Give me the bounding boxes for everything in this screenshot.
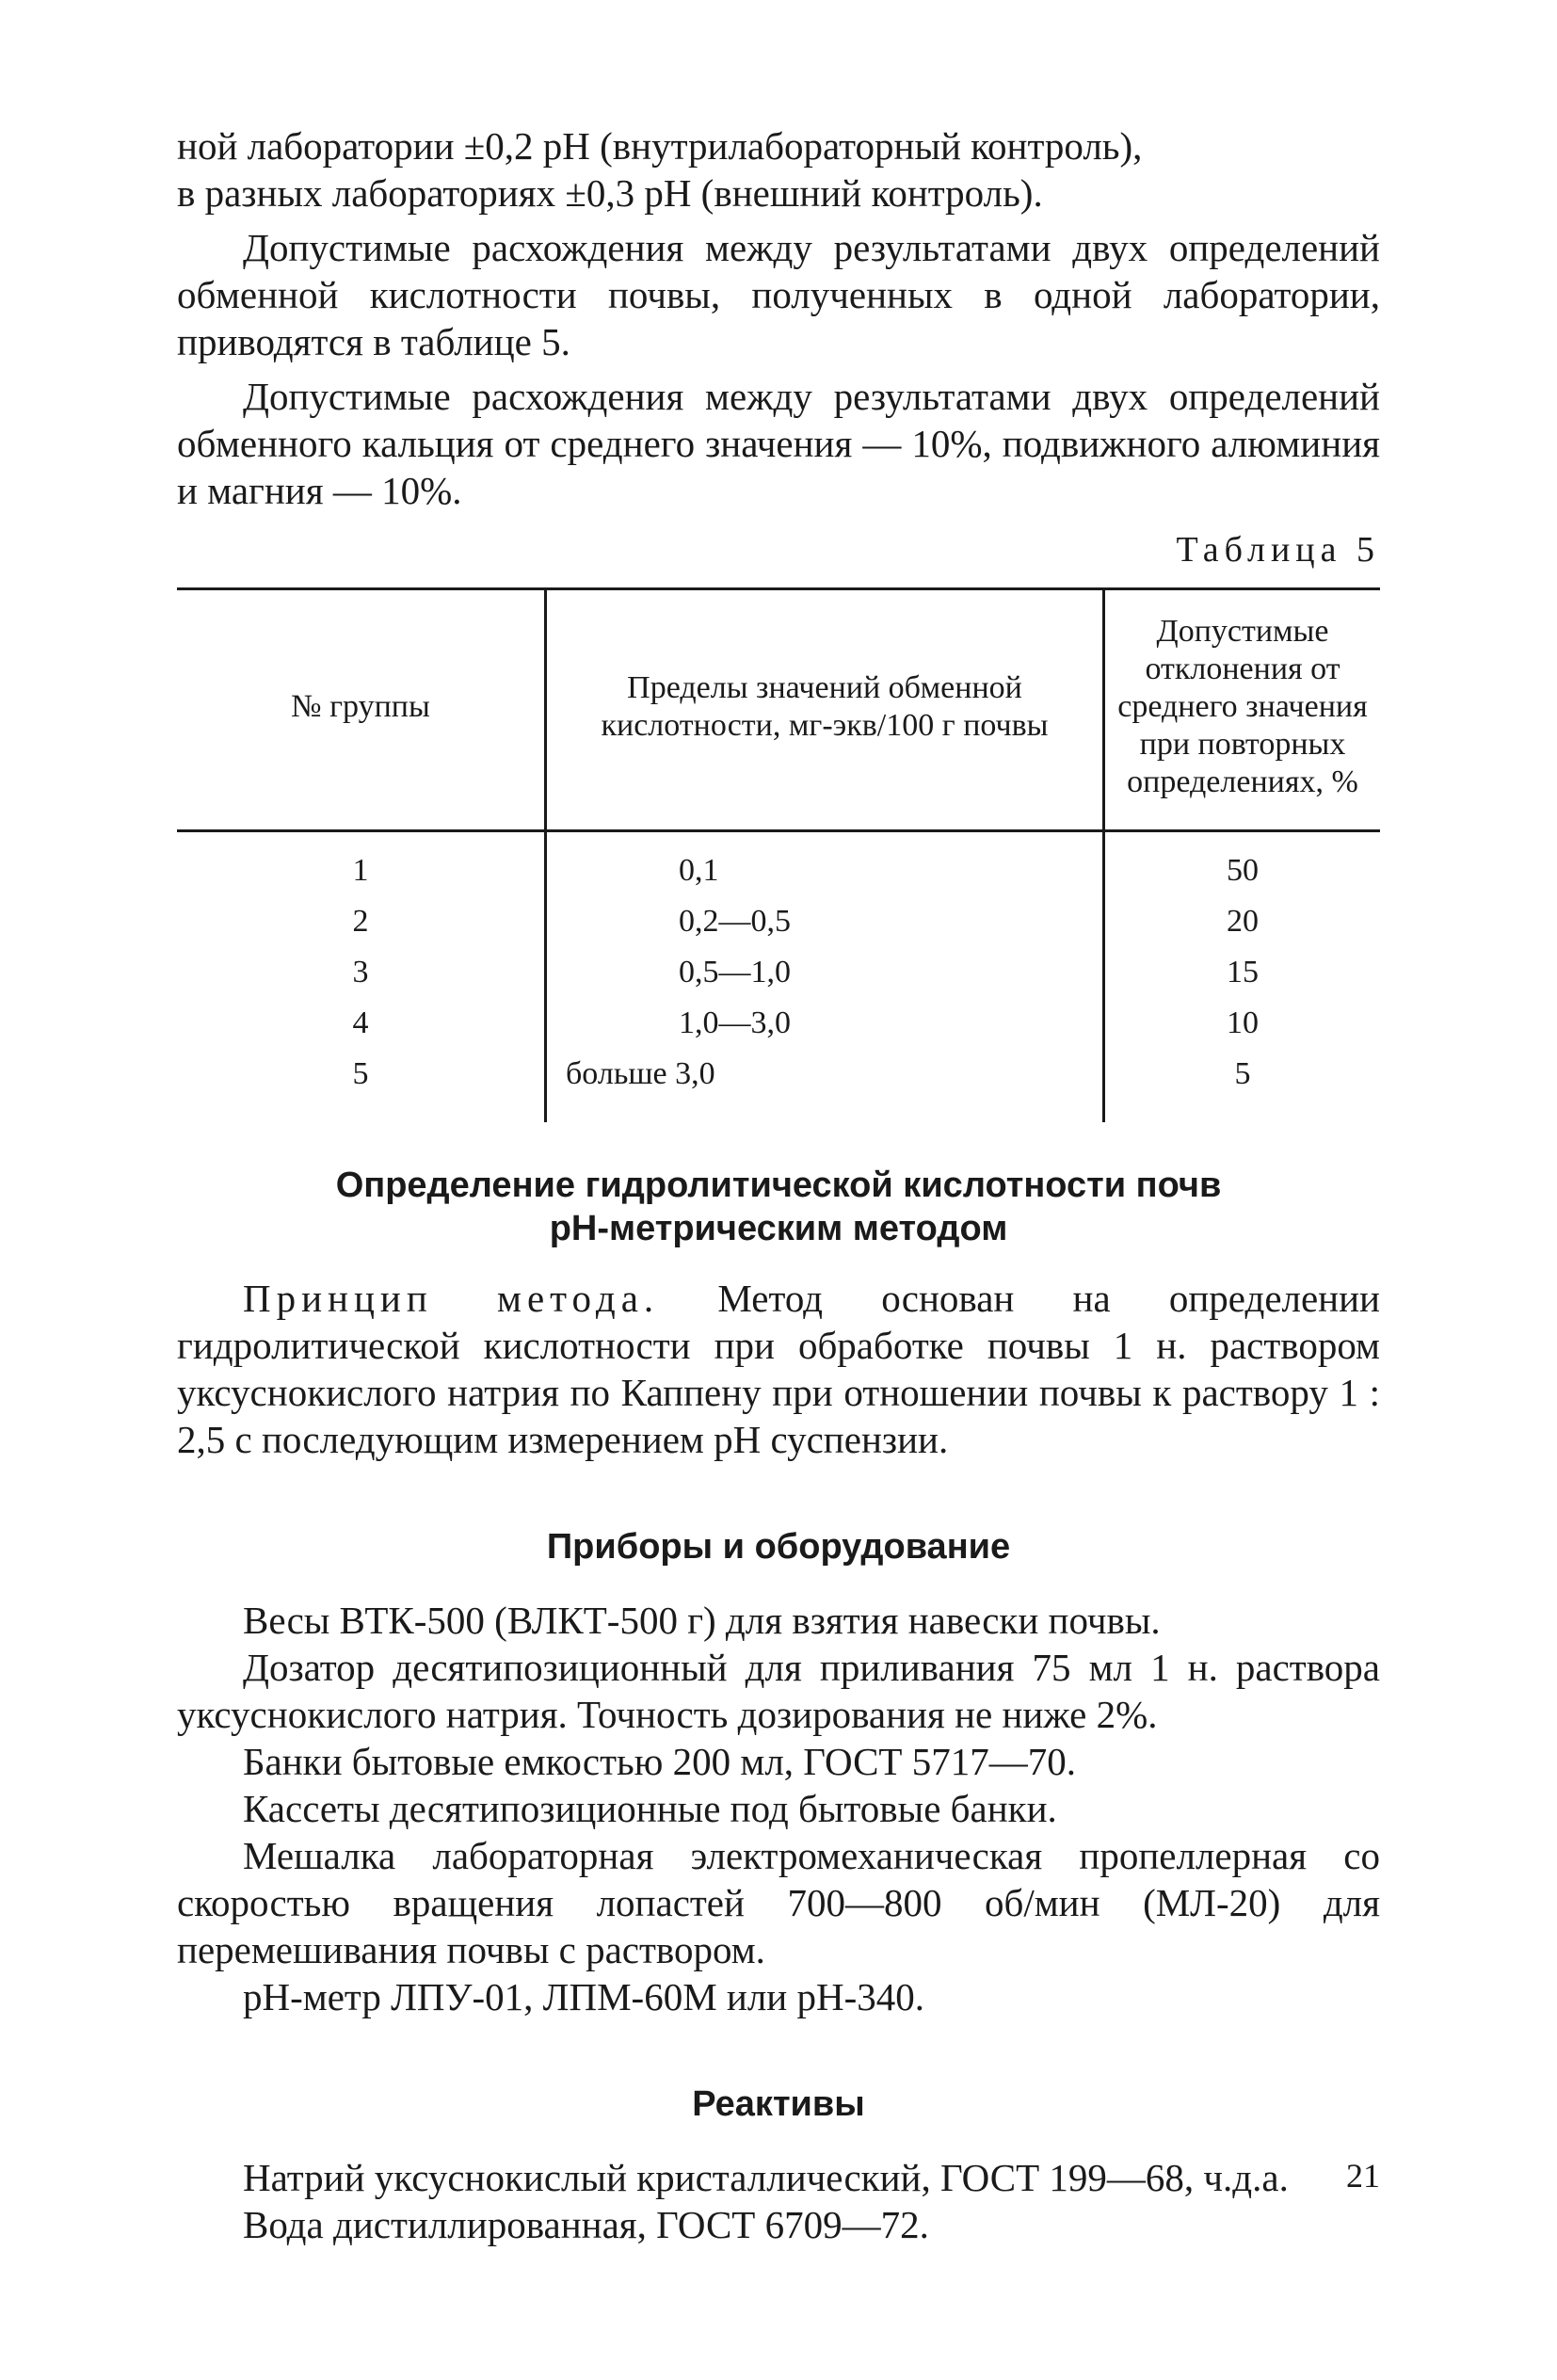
- principle-label: Принцип метода.: [243, 1277, 660, 1320]
- header-allowed-deviation: Допустимые отклонения от среднего значения при повторных определениях, %: [1104, 589, 1381, 831]
- method-principle-paragraph: [177, 1275, 1380, 1463]
- section-title-equipment: Приборы и оборудование: [546, 1527, 1011, 1567]
- table-row: [177, 947, 1380, 998]
- table-row: [177, 1049, 1380, 1122]
- cell-group: 2: [177, 896, 546, 947]
- cell-group: 4: [177, 998, 546, 1049]
- cell-range: 0,1: [546, 831, 1104, 897]
- section-title-line-1: Определение гидролитической кислотности почв: [335, 1166, 1222, 1205]
- intro-paragraph-3: Допустимые расхождения между результатами двух определений обменного кальция от среднего значения — 10%, подвижного алюминия и магния — 10%.: [177, 375, 1380, 512]
- cell-range: 0,5—1,0: [546, 947, 1104, 998]
- section-title-line-2: pH-метрическим методом: [549, 1209, 1008, 1248]
- table-row: [177, 998, 1380, 1049]
- section-title-hydrolytic: [177, 1164, 1380, 1250]
- intro-line-2: в разных лабораториях ±0,3 pH (внешний контроль).: [177, 171, 1043, 215]
- page-number: 21: [1346, 2157, 1380, 2195]
- table-caption: Таблица 5: [1176, 530, 1380, 570]
- cell-range: 1,0—3,0: [546, 998, 1104, 1049]
- cell-group: 3: [177, 947, 546, 998]
- cell-range: 0,2—0,5: [546, 896, 1104, 947]
- cell-deviation: 10: [1227, 1005, 1259, 1040]
- equipment-item: Мешалка лабораторная электромеханическая пропеллерная со скоростью вращения лопастей 700—800 об/мин (МЛ-20) для перемешивания почвы с раствором.: [177, 1834, 1380, 1971]
- equipment-item: Весы ВТК-500 (ВЛКТ-500 г) для взятия навески почвы.: [243, 1599, 1161, 1642]
- principle-text: Метод основан на определении гидролитической кислотности при обработке почвы 1 н. раствором уксуснокислого натрия по Каппену при отношении почвы к раствору 1 : 2,5 с последующим измерением pH суспензии.: [177, 1277, 1380, 1461]
- equipment-item: Кассеты десятипозиционные под бытовые банки.: [243, 1787, 1057, 1830]
- header-acidity-range: Пределы значений обменной кислотности, мг-экв/100 г почвы: [546, 589, 1104, 831]
- table-row: [177, 896, 1380, 947]
- intro-line-1: ной лаборатории ±0,2 pH (внутрилабораторный контроль),: [177, 124, 1143, 168]
- equipment-item: Дозатор десятипозиционный для приливания 75 мл 1 н. раствора уксуснокислого натрия. Точность дозирования не ниже 2%.: [177, 1646, 1380, 1736]
- cell-deviation: 5: [1234, 1056, 1251, 1091]
- reagent-item: Вода дистиллированная, ГОСТ 6709—72.: [243, 2203, 929, 2246]
- equipment-item: pH-метр ЛПУ-01, ЛПМ-60М или pH-340.: [243, 1975, 925, 2018]
- cell-deviation: 15: [1227, 955, 1259, 989]
- cell-deviation: 20: [1227, 904, 1259, 939]
- intro-paragraph-2: Допустимые расхождения между результатами двух определений обменной кислотности почвы, полученных в одной лаборатории, приводятся в таблице 5.: [177, 226, 1380, 363]
- equipment-item: Банки бытовые емкостью 200 мл, ГОСТ 5717—70.: [243, 1740, 1076, 1783]
- section-title-reagents: Реактивы: [692, 2084, 865, 2124]
- table-row: [177, 831, 1380, 897]
- table-header-row: [177, 589, 1380, 831]
- header-group-number: № группы: [177, 589, 546, 831]
- cell-range: больше 3,0: [546, 1049, 1104, 1122]
- reagent-item: Натрий уксуснокислый кристаллический, ГОСТ 199—68, ч.д.а.: [243, 2156, 1289, 2199]
- cell-deviation: 50: [1227, 853, 1259, 888]
- cell-group: 5: [177, 1049, 546, 1122]
- table-5: [177, 587, 1380, 1122]
- cell-group: 1: [177, 831, 546, 897]
